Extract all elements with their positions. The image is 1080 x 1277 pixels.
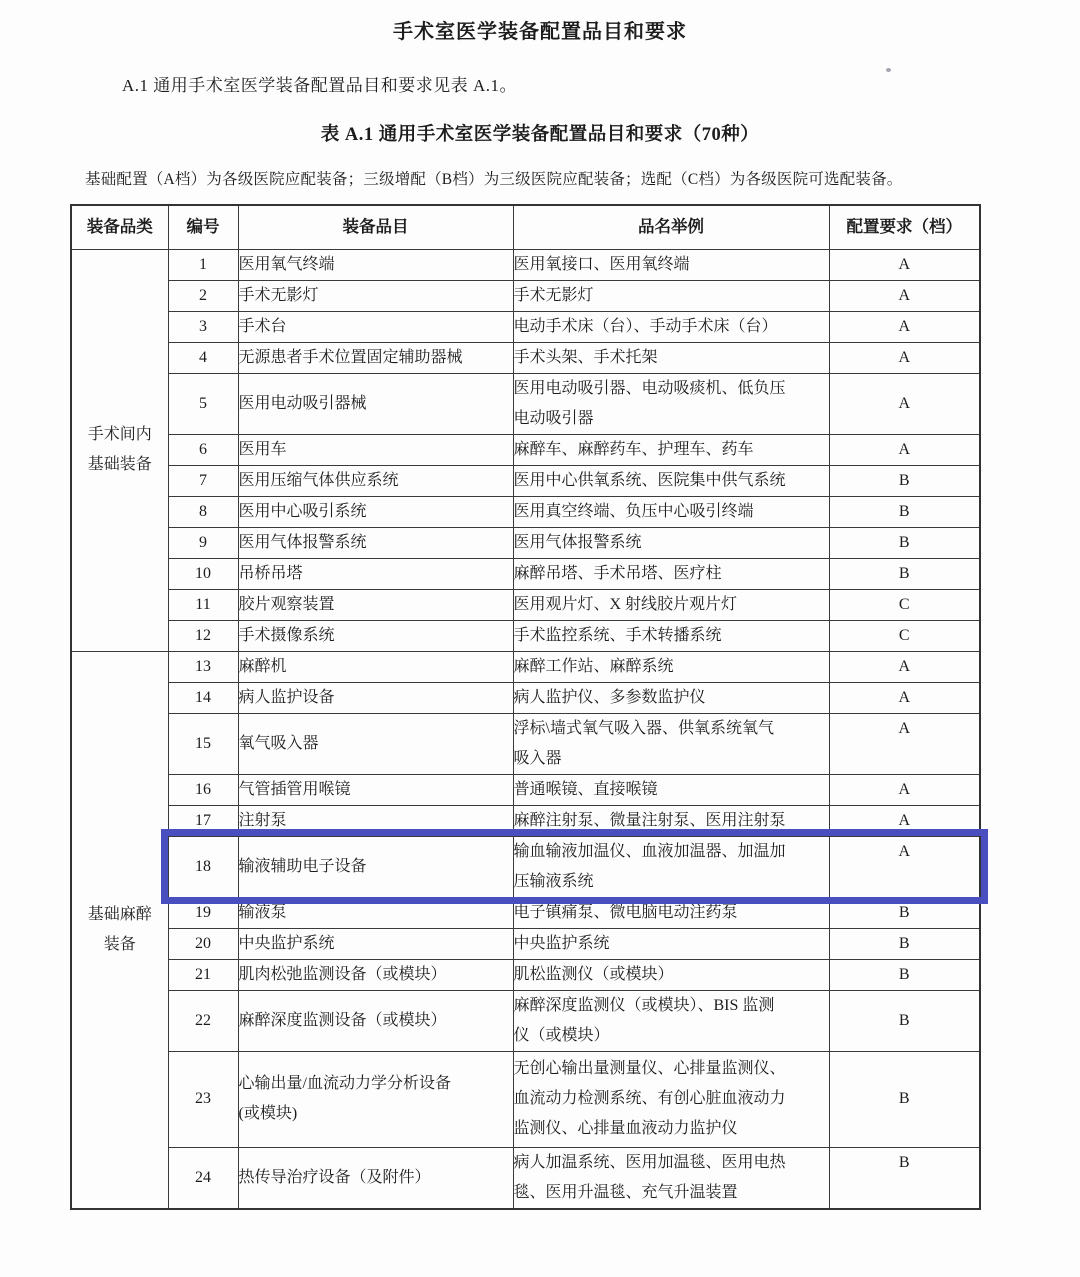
examples-cell (513, 249, 829, 280)
examples-cell-line: 电子镇痛泵、微电脑电动注药泵 (513, 903, 738, 921)
examples-cell (513, 527, 829, 558)
examples-cell-line: 电动手术床（台）、手动手术床（台） (513, 317, 778, 335)
row-number-cell: 13 (168, 651, 238, 682)
examples-cell (513, 342, 829, 373)
equipment-table (70, 204, 981, 1210)
category-label-line: 基础麻醉 (87, 905, 152, 923)
table-row (71, 836, 980, 897)
table-row (71, 280, 980, 311)
item-cell (238, 990, 513, 1051)
item-cell-line: 胶片观察装置 (238, 595, 335, 613)
table-row (71, 651, 980, 682)
item-cell-line: 麻醉机 (238, 657, 287, 675)
examples-cell-line: 手术监控系统、手术转播系统 (513, 626, 722, 644)
item-cell (238, 959, 513, 990)
examples-cell (513, 928, 829, 959)
row-number-cell: 15 (168, 713, 238, 774)
item-cell-line: 吊桥吊塔 (238, 564, 303, 582)
grade-cell: A (829, 651, 980, 682)
examples-cell-line: 病人加温系统、医用加温毯、医用电热 (513, 1153, 786, 1171)
item-cell (238, 651, 513, 682)
examples-cell-line: 中央监护系统 (513, 934, 610, 952)
row-number-cell: 10 (168, 558, 238, 589)
table-row (71, 311, 980, 342)
item-cell (238, 682, 513, 713)
grade-cell: C (829, 620, 980, 651)
examples-cell-line: 输血输液加温仪、血液加温器、加温加 (513, 842, 786, 860)
row-number-cell: 9 (168, 527, 238, 558)
examples-cell (513, 990, 829, 1051)
table-row (71, 373, 980, 434)
category-label-line: 基础装备 (87, 456, 152, 473)
row-number-cell: 12 (168, 620, 238, 651)
row-number-cell: 22 (168, 990, 238, 1051)
examples-cell (513, 373, 829, 434)
item-cell (238, 620, 513, 651)
table-row (71, 620, 980, 651)
examples-cell-line: 麻醉吊塔、手术吊塔、医疗柱 (513, 564, 722, 582)
examples-cell-line: 毯、医用升温毯、充气升温装置 (513, 1183, 738, 1201)
examples-cell-line: 血流动力检测系统、有创心脏血液动力 (513, 1090, 786, 1107)
item-cell-line: 医用氧气终端 (238, 255, 335, 273)
row-number-cell: 23 (168, 1051, 238, 1147)
examples-cell (513, 496, 829, 527)
grade-cell: B (829, 496, 980, 527)
category-label-line: 手术间内 (87, 426, 152, 443)
examples-cell (513, 1051, 829, 1147)
examples-cell (513, 651, 829, 682)
table-header-row (71, 205, 980, 249)
header-grade: 配置要求（档） (829, 205, 980, 249)
grade-cell: A (829, 249, 980, 280)
examples-cell (513, 434, 829, 465)
examples-cell-line: 普通喉镜、直接喉镜 (513, 780, 658, 798)
table-row (71, 434, 980, 465)
examples-cell-line: 医用中心供氧系统、医院集中供气系统 (513, 471, 786, 489)
row-number-cell: 20 (168, 928, 238, 959)
examples-cell-line: 监测仪、心排量血液动力监护仪 (513, 1120, 738, 1137)
item-cell-line: 医用气体报警系统 (238, 533, 367, 551)
item-cell-line: 注射泵 (238, 811, 287, 829)
examples-cell (513, 311, 829, 342)
item-cell (238, 249, 513, 280)
header-examples: 品名举例 (513, 205, 829, 249)
item-cell-line: 中央监护系统 (238, 934, 335, 952)
row-number-cell: 14 (168, 682, 238, 713)
item-cell (238, 496, 513, 527)
item-cell (238, 1051, 513, 1147)
grade-cell: A (829, 311, 980, 342)
item-cell-line: 输液辅助电子设备 (238, 857, 367, 875)
examples-cell (513, 805, 829, 836)
examples-cell-line: 浮标\墙式氧气吸入器、供氧系统氧气 (513, 719, 774, 737)
item-cell (238, 311, 513, 342)
item-cell (238, 928, 513, 959)
grade-cell: A (829, 373, 980, 434)
examples-cell-line: 麻醉深度监测仪（或模块）、BIS 监测 (513, 996, 775, 1014)
header-category: 装备品类 (71, 205, 168, 249)
examples-cell-line: 肌松监测仪（或模块） (513, 965, 674, 983)
item-cell (238, 836, 513, 897)
row-number-cell: 18 (168, 836, 238, 897)
table-row (71, 713, 980, 774)
item-cell-line: 肌肉松弛监测设备（或模块） (238, 965, 447, 983)
examples-cell-line: 麻醉注射泵、微量注射泵、医用注射泵 (513, 811, 786, 829)
item-cell (238, 434, 513, 465)
examples-cell (513, 465, 829, 496)
item-cell-line: (或模块) (238, 1105, 298, 1122)
item-cell-line: 医用车 (238, 440, 287, 458)
table-row (71, 527, 980, 558)
header-number: 编号 (168, 205, 238, 249)
item-cell-line: 手术无影灯 (238, 286, 319, 304)
row-number-cell: 21 (168, 959, 238, 990)
grade-cell: A (829, 682, 980, 713)
examples-cell (513, 897, 829, 928)
examples-cell (513, 836, 829, 897)
item-cell (238, 589, 513, 620)
row-number-cell: 11 (168, 589, 238, 620)
grade-cell: A (829, 280, 980, 311)
item-cell-line: 输液泵 (238, 903, 287, 921)
item-cell-line: 医用电动吸引器械 (238, 394, 367, 412)
row-number-cell: 5 (168, 373, 238, 434)
table-row (71, 558, 980, 589)
table-row (71, 342, 980, 373)
grade-cell: B (829, 558, 980, 589)
table-note: 基础配置（A档）为各级医院应配装备；三级增配（B档）为三级医院应配装备；选配（C档）为各级医院可选配装备。 (85, 171, 903, 188)
intro-paragraph: A.1 通用手术室医学装备配置品目和要求见表 A.1。 (122, 76, 518, 95)
item-cell (238, 558, 513, 589)
examples-cell-line: 医用电动吸引器、电动吸痰机、低负压 (513, 379, 786, 397)
item-cell-line: 热传导治疗设备（及附件） (238, 1168, 431, 1186)
table-row (71, 774, 980, 805)
item-cell-line: 病人监护设备 (238, 688, 335, 706)
grade-cell: B (829, 527, 980, 558)
item-cell (238, 774, 513, 805)
examples-cell-line: 医用真空终端、负压中心吸引终端 (513, 502, 754, 520)
grade-cell: B (829, 959, 980, 990)
examples-cell (513, 713, 829, 774)
page-title: 手术室医学装备配置品目和要求 (393, 21, 687, 43)
table-caption: 表 A.1 通用手术室医学装备配置品目和要求（70种） (320, 125, 760, 145)
examples-cell (513, 620, 829, 651)
row-number-cell: 6 (168, 434, 238, 465)
category-cell (71, 651, 168, 1209)
examples-cell-line: 医用观片灯、X 射线胶片观片灯 (513, 595, 738, 613)
grade-cell: B (829, 928, 980, 959)
category-label-line: 装备 (103, 935, 136, 953)
item-cell-line: 医用中心吸引系统 (238, 502, 367, 520)
row-number-cell: 16 (168, 774, 238, 805)
table-row (71, 805, 980, 836)
examples-cell (513, 589, 829, 620)
row-number-cell: 24 (168, 1147, 238, 1209)
table-row (71, 959, 980, 990)
row-number-cell: 3 (168, 311, 238, 342)
examples-cell-line: 麻醉车、麻醉药车、护理车、药车 (513, 440, 754, 458)
item-cell-line: 手术台 (238, 317, 287, 335)
scan-artifact-dot (886, 68, 891, 72)
examples-cell-line: 医用氧接口、医用氧终端 (513, 255, 690, 273)
item-cell (238, 465, 513, 496)
row-number-cell: 1 (168, 249, 238, 280)
equipment-table-wrapper (70, 204, 979, 1210)
examples-cell (513, 774, 829, 805)
examples-cell-line: 病人监护仪、多参数监护仪 (513, 688, 706, 706)
grade-cell: B (829, 1051, 980, 1147)
table-row (71, 897, 980, 928)
grade-cell: A (829, 774, 980, 805)
item-cell (238, 805, 513, 836)
table-row (71, 496, 980, 527)
row-number-cell: 4 (168, 342, 238, 373)
examples-cell (513, 280, 829, 311)
table-row (71, 990, 980, 1051)
examples-cell-line: 医用气体报警系统 (513, 533, 642, 551)
item-cell-line: 医用压缩气体供应系统 (238, 471, 399, 489)
examples-cell-line: 手术无影灯 (513, 286, 594, 304)
grade-cell: A (829, 836, 980, 897)
item-cell-line: 麻醉深度监测设备（或模块） (238, 1011, 447, 1029)
examples-cell-line: 仪（或模块） (513, 1026, 610, 1044)
row-number-cell: 19 (168, 897, 238, 928)
examples-cell-line: 吸入器 (513, 749, 562, 767)
item-cell (238, 280, 513, 311)
item-cell (238, 713, 513, 774)
table-row (71, 249, 980, 280)
item-cell-line: 氧气吸入器 (238, 734, 319, 752)
row-number-cell: 7 (168, 465, 238, 496)
row-number-cell: 8 (168, 496, 238, 527)
row-number-cell: 2 (168, 280, 238, 311)
examples-cell-line: 电动吸引器 (513, 409, 594, 427)
table-row (71, 589, 980, 620)
examples-cell-line: 压输液系统 (513, 872, 594, 890)
item-cell (238, 897, 513, 928)
table-row (71, 1051, 980, 1147)
grade-cell: B (829, 990, 980, 1051)
table-row (71, 1147, 980, 1209)
examples-cell-line: 手术头架、手术托架 (513, 348, 658, 366)
examples-cell-line: 无创心输出量测量仪、心排量监测仪、 (513, 1060, 786, 1077)
table-row (71, 682, 980, 713)
grade-cell: A (829, 342, 980, 373)
table-row (71, 465, 980, 496)
item-cell (238, 527, 513, 558)
item-cell (238, 342, 513, 373)
grade-cell: A (829, 713, 980, 774)
item-cell (238, 1147, 513, 1209)
grade-cell: B (829, 897, 980, 928)
grade-cell: A (829, 434, 980, 465)
examples-cell (513, 558, 829, 589)
examples-cell (513, 682, 829, 713)
grade-cell: C (829, 589, 980, 620)
row-number-cell: 17 (168, 805, 238, 836)
examples-cell-line: 麻醉工作站、麻醉系统 (513, 657, 674, 675)
examples-cell (513, 1147, 829, 1209)
grade-cell: B (829, 1147, 980, 1209)
examples-cell (513, 959, 829, 990)
header-item: 装备品目 (238, 205, 513, 249)
item-cell (238, 373, 513, 434)
grade-cell: B (829, 465, 980, 496)
item-cell-line: 心输出量/血流动力学分析设备 (238, 1075, 451, 1092)
item-cell-line: 气管插管用喉镜 (238, 780, 351, 798)
grade-cell: A (829, 805, 980, 836)
category-cell (71, 249, 168, 651)
item-cell-line: 手术摄像系统 (238, 626, 335, 644)
table-row (71, 928, 980, 959)
item-cell-line: 无源患者手术位置固定辅助器械 (238, 348, 463, 366)
